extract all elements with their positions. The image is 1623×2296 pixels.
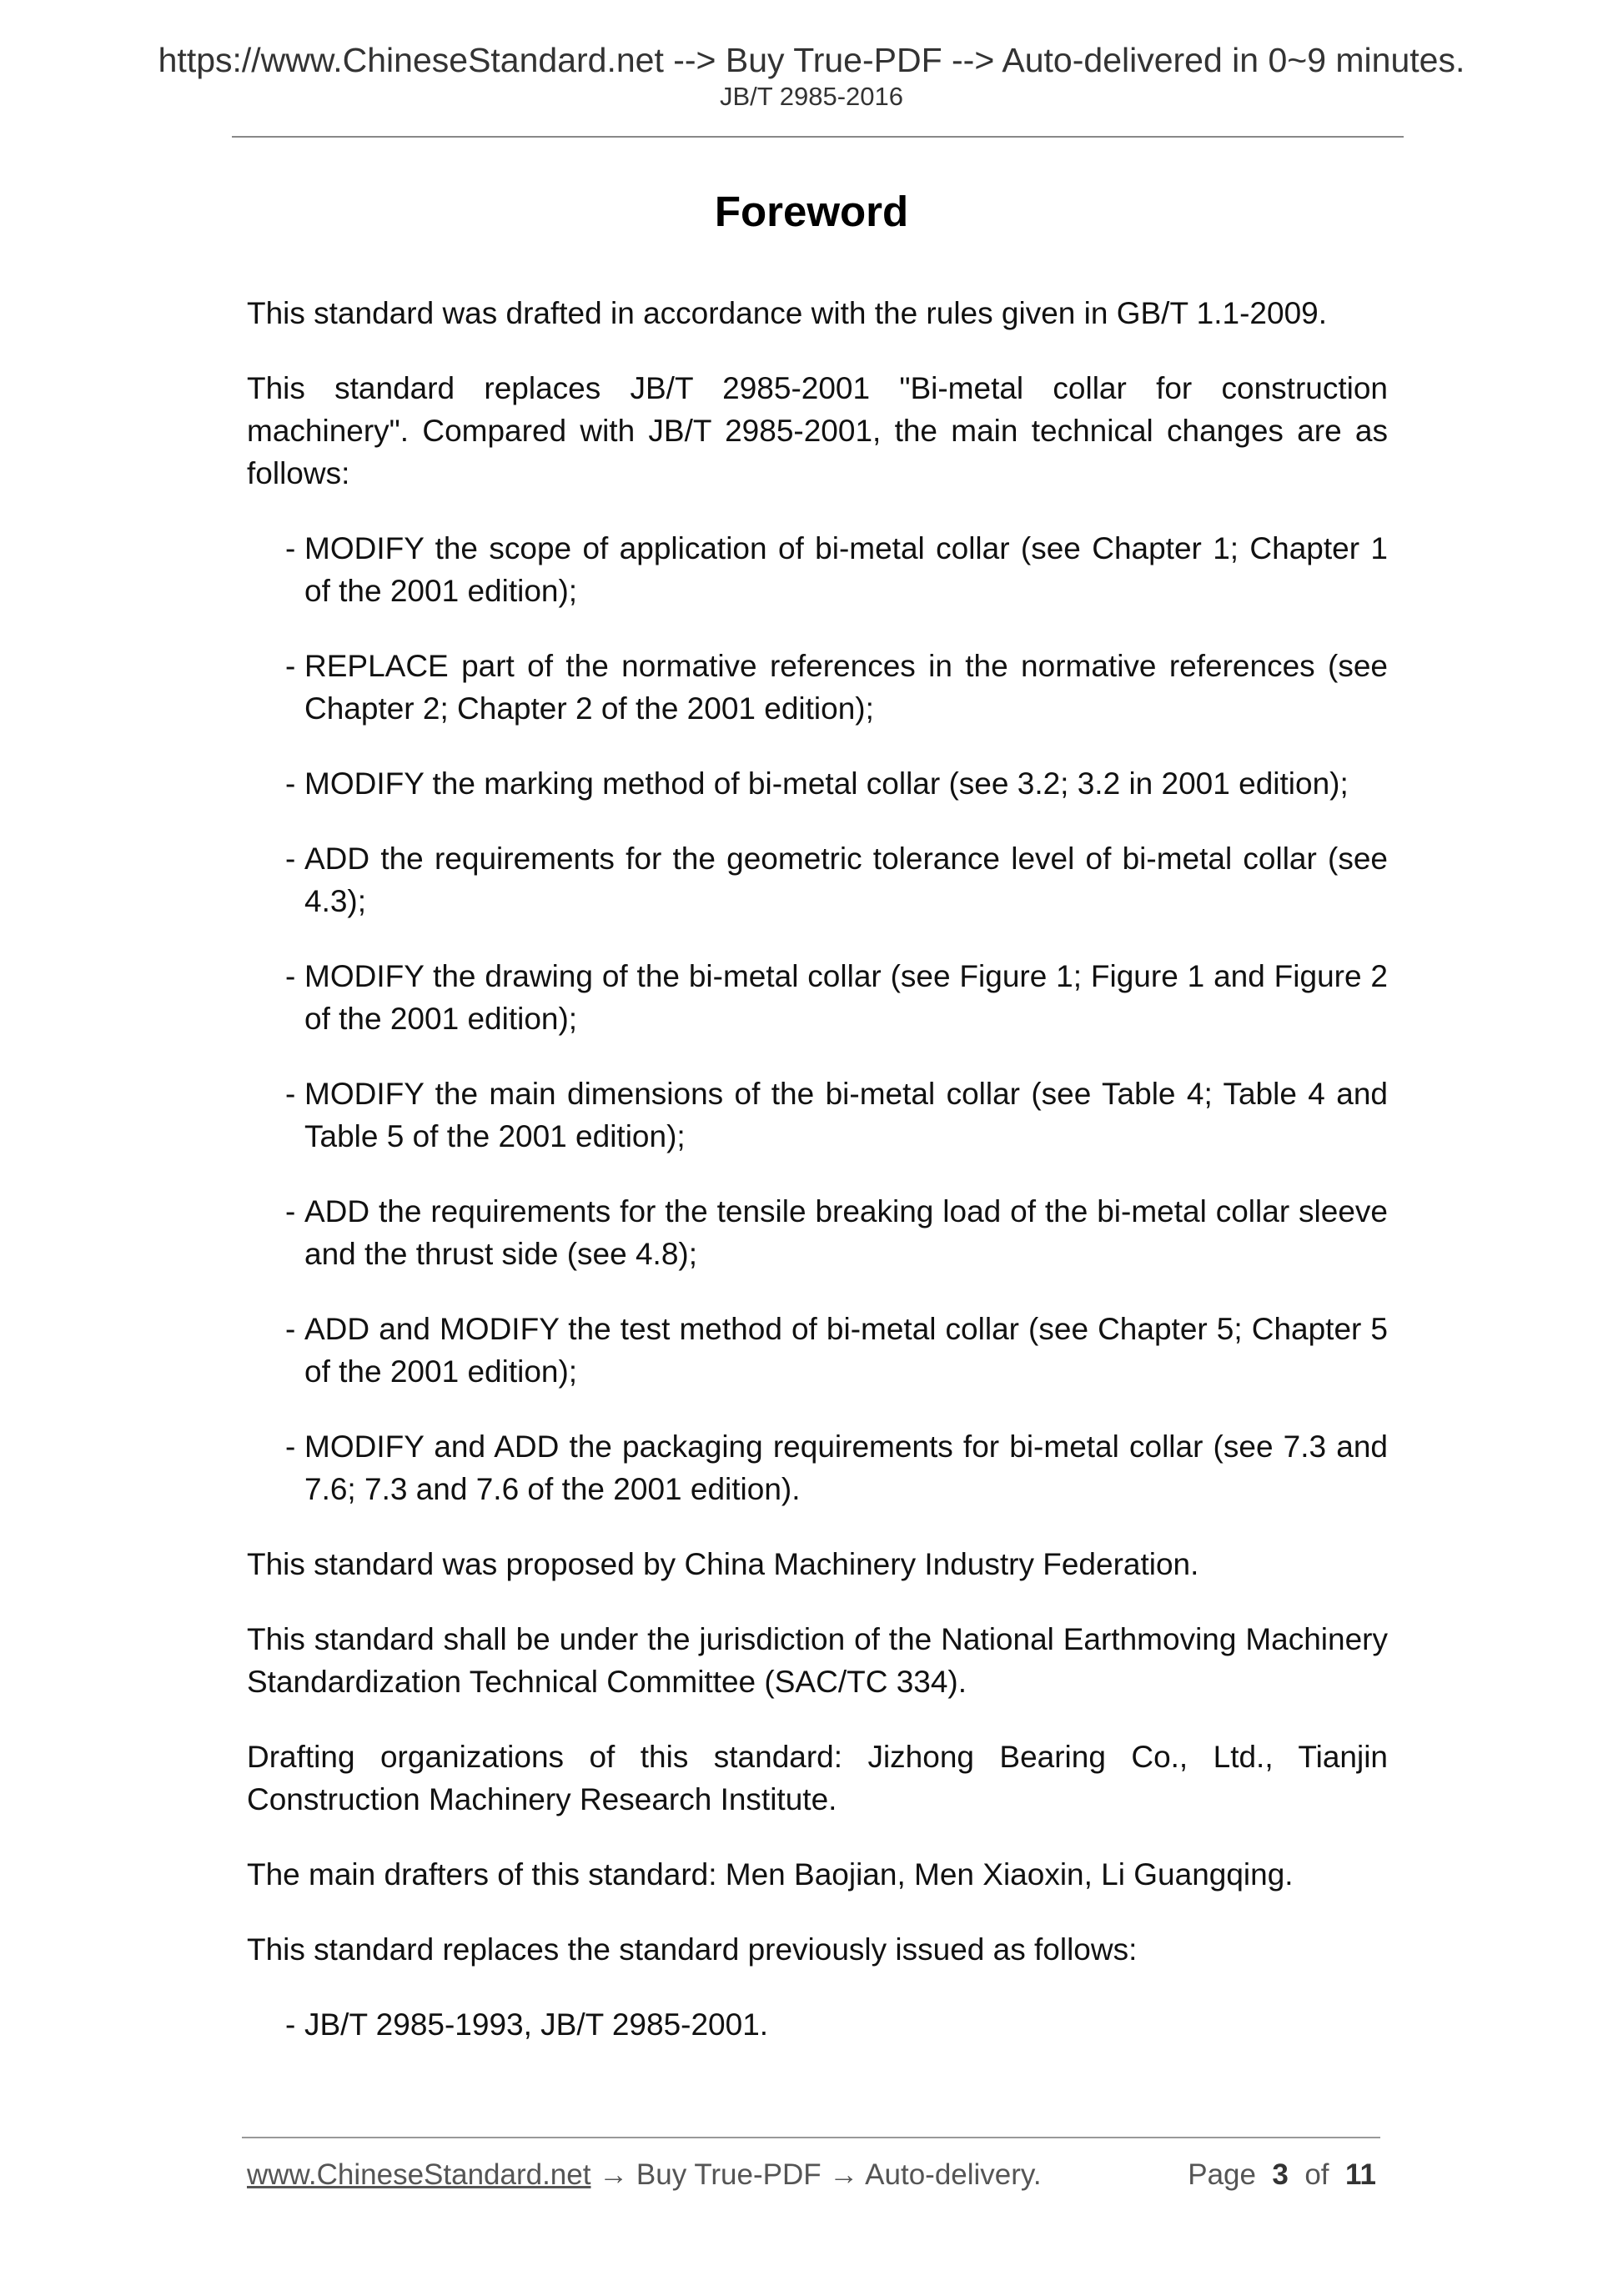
list-marker: - [285, 959, 296, 993]
page-number [1188, 2160, 1376, 2189]
page-label: Page [1188, 2158, 1256, 2191]
list-marker: - [285, 531, 296, 565]
list-marker: - [285, 1429, 296, 1464]
previous-edition-text: JB/T 2985-1993, JB/T 2985-2001. [304, 2007, 769, 2042]
change-item [285, 1308, 1388, 1393]
standard-code: JB/T 2985-2016 [719, 82, 904, 111]
change-item-text: MODIFY the main dimensions of the bi-metal collar (see Table 4; Table 4 and Table 5 of the 2001 edition); [304, 1077, 1388, 1153]
change-item-text: MODIFY the drawing of the bi-metal collar (see Figure 1; Figure 1 and Figure 2 of the 2001 edition); [304, 959, 1388, 1036]
change-item [285, 1073, 1388, 1158]
paragraph-previous-editions: This standard replaces the standard previously issued as follows: [247, 1932, 1138, 1967]
change-item-text: REPLACE part of the normative references in the normative references (see Chapter 2; Chapter 2 of the 2001 edition); [304, 649, 1388, 726]
page-title: Foreword [714, 188, 909, 235]
change-item [285, 527, 1388, 612]
page-footer [247, 2160, 1376, 2189]
change-item-text: ADD the requirements for the tensile breaking load of the bi-metal collar sleeve and the thrust side (see 4.8); [304, 1194, 1388, 1271]
paragraph-proposed-by: This standard was proposed by China Machinery Industry Federation. [247, 1547, 1199, 1581]
paragraph-main-drafters: The main drafters of this standard: Men Baojian, Men Xiaoxin, Li Guangqing. [247, 1857, 1294, 1892]
footer-divider [242, 2137, 1380, 2138]
change-item [285, 837, 1388, 922]
page-current: 3 [1272, 2158, 1289, 2191]
list-marker: - [285, 842, 296, 876]
change-item [285, 762, 1404, 805]
change-item [285, 955, 1388, 1040]
top-banner[interactable]: https://www.ChineseStandard.net --> Buy True-PDF --> Auto-delivered in 0~9 minutes. [158, 41, 1465, 79]
paragraph-drafting-organizations: Drafting organizations of this standard: Jizhong Bearing Co., Ltd., Tianjin Construction Machinery Research Institute. [247, 1740, 1388, 1816]
list-marker: - [285, 1194, 296, 1228]
list-marker: - [285, 649, 296, 683]
change-item-text: MODIFY the scope of application of bi-metal collar (see Chapter 1; Chapter 1 of the 2001 edition); [304, 531, 1388, 608]
paragraph-replaces: This standard replaces JB/T 2985-2001 "Bi-metal collar for construction machinery". Compared with JB/T 2985-2001, the main technical changes are as follows: [247, 371, 1388, 490]
footer-site-link[interactable]: www.ChineseStandard.net [247, 2158, 591, 2191]
list-marker: - [285, 2007, 296, 2042]
list-marker: - [285, 1312, 296, 1346]
page-total: 11 [1345, 2158, 1376, 2191]
list-marker: - [285, 766, 296, 801]
change-item [285, 1425, 1388, 1510]
list-marker: - [285, 1077, 296, 1111]
paragraph-drafting-rules: This standard was drafted in accordance with the rules given in GB/T 1.1-2009. [247, 296, 1328, 330]
header-divider [232, 136, 1404, 138]
footer-tagline: → Buy True-PDF → Auto-delivery. [590, 2158, 1042, 2191]
change-item [285, 1190, 1388, 1275]
change-item-text: ADD and MODIFY the test method of bi-metal collar (see Chapter 5; Chapter 5 of the 2001 edition); [304, 1312, 1388, 1389]
page-of-label: of [1304, 2158, 1329, 2191]
change-item-text: ADD the requirements for the geometric tolerance level of bi-metal collar (see 4.3); [304, 842, 1388, 918]
change-item-text: MODIFY and ADD the packaging requirements for bi-metal collar (see 7.3 and 7.6; 7.3 and 7.6 of the 2001 edition). [304, 1429, 1388, 1506]
paragraph-jurisdiction: This standard shall be under the jurisdiction of the National Earthmoving Machinery Standardization Technical Committee (SAC/TC 334). [247, 1622, 1388, 1699]
change-item [285, 645, 1388, 730]
previous-edition-item [285, 2003, 1388, 2046]
foreword-body [247, 292, 1388, 2078]
change-item-text: MODIFY the marking method of bi-metal collar (see 3.2; 3.2 in 2001 edition); [304, 766, 1349, 801]
